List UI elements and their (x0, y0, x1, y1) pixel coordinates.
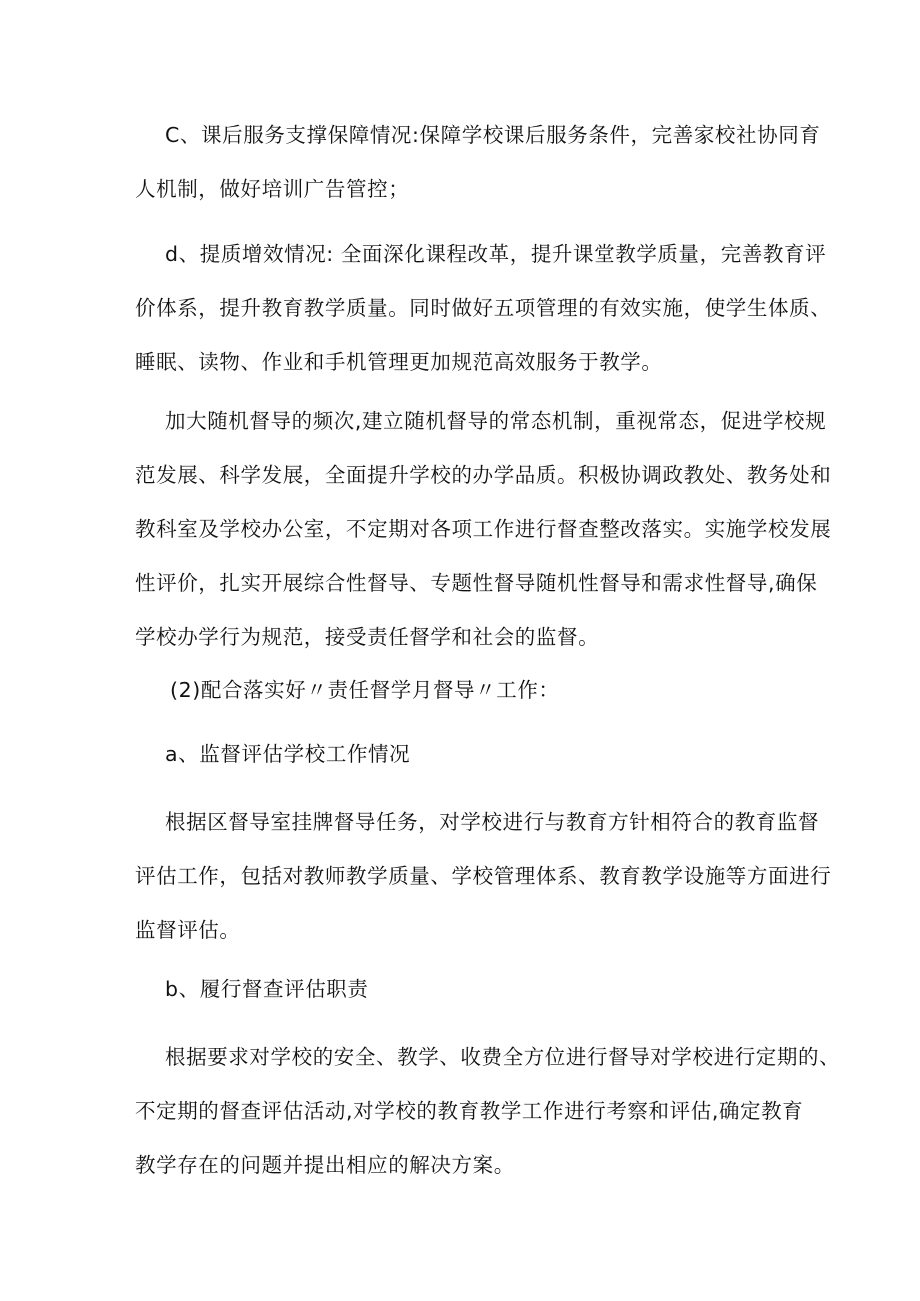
text-line: d、提质增效情况: 全面深化课程改革，提升课堂教学质量，完善教育评 (165, 242, 827, 266)
text-line: b、履行督查评估职责 (165, 977, 369, 1001)
text-line: 不定期的督查评估活动,对学校的教育教学工作进行考察和评估,确定教育 (135, 1099, 804, 1123)
text-line: 睡眠、读物、作业和手机管理更加规范高效服务于教学。 (135, 350, 663, 374)
text-line: 人机制，做好培训广告管控； (135, 177, 410, 201)
text-line: C、课后服务支撑保障情况:保障学校课后服务条件，完善家校社协同育 (165, 123, 821, 147)
text-line: 范发展、科学发展，全面提升学校的办学品质。积极协调政教处、教务处和 (135, 463, 832, 487)
text-line: 学校办学行为规范，接受责任督学和社会的监督。 (135, 625, 600, 649)
paragraph-b-body (135, 1030, 841, 1192)
text-line: 教科室及学校办公室，不定期对各项工作进行督查整改落实。实施学校发展 (135, 517, 832, 541)
subheading-a (165, 727, 805, 781)
text-line: (2)配合落实好〃责任督学月督导〃工作： (170, 678, 560, 702)
paragraph-supervision (135, 394, 832, 664)
section-heading-2 (170, 663, 810, 717)
text-line: 加大随机督导的频次,建立随机督导的常态机制，重视常态，促进学校规 (165, 409, 827, 433)
text-line: 根据区督导室挂牌督导任务，对学校进行与教育方针相符合的教育监督 (165, 810, 820, 834)
paragraph-a-body (135, 795, 832, 957)
text-line: 根据要求对学校的安全、教学、收费全方位进行督导对学校进行定期的、 (165, 1045, 841, 1069)
text-line: a、监督评估学校工作情况 (165, 742, 411, 766)
text-line: 评估工作，包括对教师教学质量、学校管理体系、教育教学设施等方面进行 (135, 864, 832, 888)
text-line: 价体系，提升教育教学质量。同时做好五项管理的有效实施，使学生体质、 (135, 296, 832, 320)
text-line: 教学存在的问题并提出相应的解决方案。 (135, 1153, 515, 1177)
subheading-b (165, 962, 805, 1016)
text-line: 性评价，扎实开展综合性督导、专题性督导随机性督导和需求性督导,确保 (135, 571, 818, 595)
paragraph-c (135, 108, 821, 216)
text-line: 监督评估。 (135, 918, 241, 942)
paragraph-d (135, 227, 832, 389)
